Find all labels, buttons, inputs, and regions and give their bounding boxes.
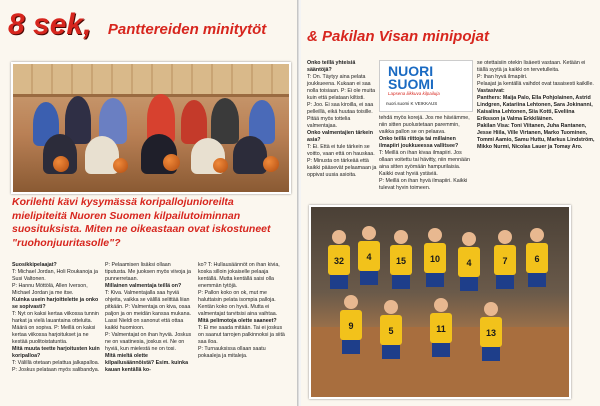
answer: P: Hannu Möttölä, Allen Iverson, Michael Jordan ja me itse. xyxy=(12,283,88,296)
player-shorts xyxy=(528,273,546,287)
intro-text: Korilehti kävi kysymässä koripallojunioreilta mielipiteitä Nuoren Suomen kilpailutoiminnan suosituksista. Miten ne oikeastaan ovat iskostuneet "ruohonjuuritasolle"? xyxy=(12,196,271,249)
jersey-number: 7 xyxy=(502,256,508,266)
headline-mid: Panttereiden minitytöt xyxy=(107,21,267,38)
answer: P: Joo. Ei saa kiroilla, ei saa pelleillä, eikä huutaa toisille. Pitää myös tottelia valmentajaa. xyxy=(307,102,374,129)
player-head xyxy=(362,226,376,240)
headline-right: & Pakilan Visan minipojat xyxy=(307,28,489,45)
right-column-2 xyxy=(379,115,471,192)
jersey-number: 9 xyxy=(348,321,354,331)
question: Onko teillä yhteisiä sääntöjä? xyxy=(307,60,356,73)
left-column-3 xyxy=(198,262,288,360)
player-shorts xyxy=(496,275,514,289)
player-head xyxy=(462,232,476,246)
jersey-number: 32 xyxy=(333,256,345,266)
right-column-3 xyxy=(477,60,595,151)
player-head xyxy=(384,300,398,314)
logo-subtitle: Lapsena liikkuva kilpailuja xyxy=(388,91,440,96)
jersey-number: 5 xyxy=(388,326,394,336)
player-shorts xyxy=(382,345,400,359)
answer: P: Valmentajat on ihan hyviä. Joskus ne on vaatinesia, joskus ei. Ne on hyviä, kun mielestä ne on tosi. xyxy=(105,332,192,352)
jersey-number: 4 xyxy=(366,252,372,262)
left-column-2 xyxy=(105,262,193,374)
answer: T: Ei me saada mitään. Tai ei joskus on saanut tarrojen palkinnoksi ja siitä saa iloa. xyxy=(198,325,285,345)
question: Millainen valmentaja teillä on? xyxy=(105,283,182,289)
player-shorts xyxy=(482,347,500,361)
jersey-number: 10 xyxy=(429,254,441,264)
player-head xyxy=(434,298,448,312)
question: Onko valmentajien tärkein asia? xyxy=(307,130,373,143)
answer: P: Turnauksissa ollaan saatu pokaaleja ja mitaleja. xyxy=(198,346,266,359)
answer: T: Meillä on ihan kivaa ilmapiiri. Jos ollaan voitettu tai hävitty, niin mennään aina sitten syömään hampurilaisia. Kaikki ovat hyviä ystäviä. xyxy=(379,150,470,177)
right-column-1 xyxy=(307,60,377,179)
answer: T: Michael Jordan, Holi Roukanoja ja Susi Valtonen. xyxy=(12,269,98,282)
answer: T: Kiva. Valmentajalla saa hyviä ohjeita, vaikka se välillä selittää liian pitkään. P: Valmentaja on kiva, osaa paljon ja on meidän kanssa mukana. Lassi Nieldi on sanonut että ottaa kaikki huomioon. xyxy=(105,290,191,331)
roster-pakilan-visa: Pakilan Visa: Toni Viitanen, Juha Rantanen, Jesse Hiila, Ville Virtanen, Marko Tuominen, Tommi Aamio, Samu Huttu, Markus Lindström, Mikko Nurmi, Nicolas Lauer ja Tomay Aro. xyxy=(477,123,595,150)
answer: se otettaisiin otekin lisäeeti vastaan. Ketään ei tiällä syytä ja kaikki on tervetulleita. xyxy=(477,60,586,73)
question: Mitä mieltä olette kilpailusäännöistä? Esim. kuinka kauan kentällä ko- xyxy=(105,353,189,373)
player-head xyxy=(332,230,346,244)
headline xyxy=(8,8,266,42)
question: Kuinka usein harjoittelette ja onko se sopivasti? xyxy=(12,297,99,310)
question: Mitä pelimotoja olette saaneet? xyxy=(198,318,277,324)
answer: Pelaajat ja kentällä vaihdot ovat tasaisesti kaikille. xyxy=(477,81,594,87)
nuori-suomi-logo xyxy=(379,60,473,112)
answer: P: Pelaamisen lisäksi ollaan tiputusta. Me juoksen myös viivoja ja punnerretaan. xyxy=(105,262,191,282)
left-column-1 xyxy=(12,262,100,374)
player-shorts xyxy=(426,273,444,287)
logo-title-line1: NUORI xyxy=(388,63,434,79)
player-shorts xyxy=(342,340,360,354)
headline-big: 8 sek, xyxy=(8,8,92,41)
player-head xyxy=(394,230,408,244)
answer: T: Ei. Että ei tule tärkein se voitto, vaan että on hauskaa. P: Minusta on tärkeää että kaikki pääsevät pelaamaan ja oppivat uusia asioita. xyxy=(307,144,377,178)
jersey-number: 4 xyxy=(466,258,472,268)
jersey-number: 15 xyxy=(395,256,407,266)
player-shorts xyxy=(460,277,478,291)
answer: ko? T: Hullausäännöt on ihan kivia, koska silloin jokaiselle pelaaja kentällä. Mutta kentällä saisi olla enemmän tytöjä. xyxy=(198,262,280,289)
jersey-number: 6 xyxy=(534,254,540,264)
answer: P: Meillä on ihan hyvä ilmapiiri. Kaikki tulevat hyvin toimeen. xyxy=(379,178,468,191)
player-head xyxy=(484,302,498,316)
question: Suosikkipelaajat? xyxy=(12,262,57,268)
roster-title: Vastasivat: xyxy=(477,88,505,94)
player-head xyxy=(530,228,544,242)
player-shorts xyxy=(392,275,410,289)
answer: P: Ihan hyvä ilmapiiri. xyxy=(477,74,528,80)
logo-title xyxy=(388,65,434,91)
player-shorts xyxy=(330,275,348,289)
answer: P: Pallon koko on ok, mut me haluttaisin pelata isompia palloja. Kentän koko on hyvä. Mutta ei valmentajat tarvitsisi aina vaihtaa. xyxy=(198,290,278,317)
answer: T: Nyt on kaksi kertaa viikossa tunnin harkat ja vielä lauantaina otteluita. Määrä on sopiva. P: Meillä on kaksi kertaa viikossa harjoitukset ja ne kestää puolitoistatuntia. xyxy=(12,311,99,345)
jersey-number: 11 xyxy=(436,324,446,334)
team-photo-boys-figures xyxy=(311,207,569,397)
team-photo-girls xyxy=(11,62,291,194)
player-head xyxy=(498,230,512,244)
roster-panthers: Panthers: Maija Palo, Ella Pohjolainen, Astrid Lindgren, Katariina Lehtonen, Sara Jokinanni, Kaisalina Lehtonen, Siia Kotti, Eveliina Eriksson ja Valma Erkkiläinen. xyxy=(477,95,593,122)
question: Mitä muuta teette harjoitusten kuin koripalloa? xyxy=(12,346,100,359)
player-head xyxy=(344,295,358,309)
logo-title-line2: SUOMI xyxy=(388,76,434,92)
answer: T: On. Täytyy aina pelata joukkueena. Kukaan ei saa nolla toisiaan. P: Ei ole muita kuin että pelataan kiltisti. xyxy=(307,74,376,101)
question: Onko teillä riittoja tai millainen ilmapiiri joukkueessa vallitsee? xyxy=(379,136,459,149)
answer: T: Välillä otetaan pelattua jalkapalloa. P: Joskus pelataan myös salibandya. xyxy=(12,360,100,373)
answer: tehdä myös korejä. Jos me häviämme, niin sitten puolustetaan paremmin, vaikka pallon se on pelaava. xyxy=(379,115,470,135)
team-photo-boys xyxy=(309,205,571,399)
player-shorts xyxy=(360,271,378,285)
player-shorts xyxy=(432,343,450,357)
logo-sponsor-strip: nuori.suomi K VEIKKAUS xyxy=(386,101,438,106)
right-page xyxy=(301,0,600,406)
jersey-number: 13 xyxy=(485,328,497,338)
left-page xyxy=(0,0,299,406)
player-head xyxy=(428,228,442,242)
